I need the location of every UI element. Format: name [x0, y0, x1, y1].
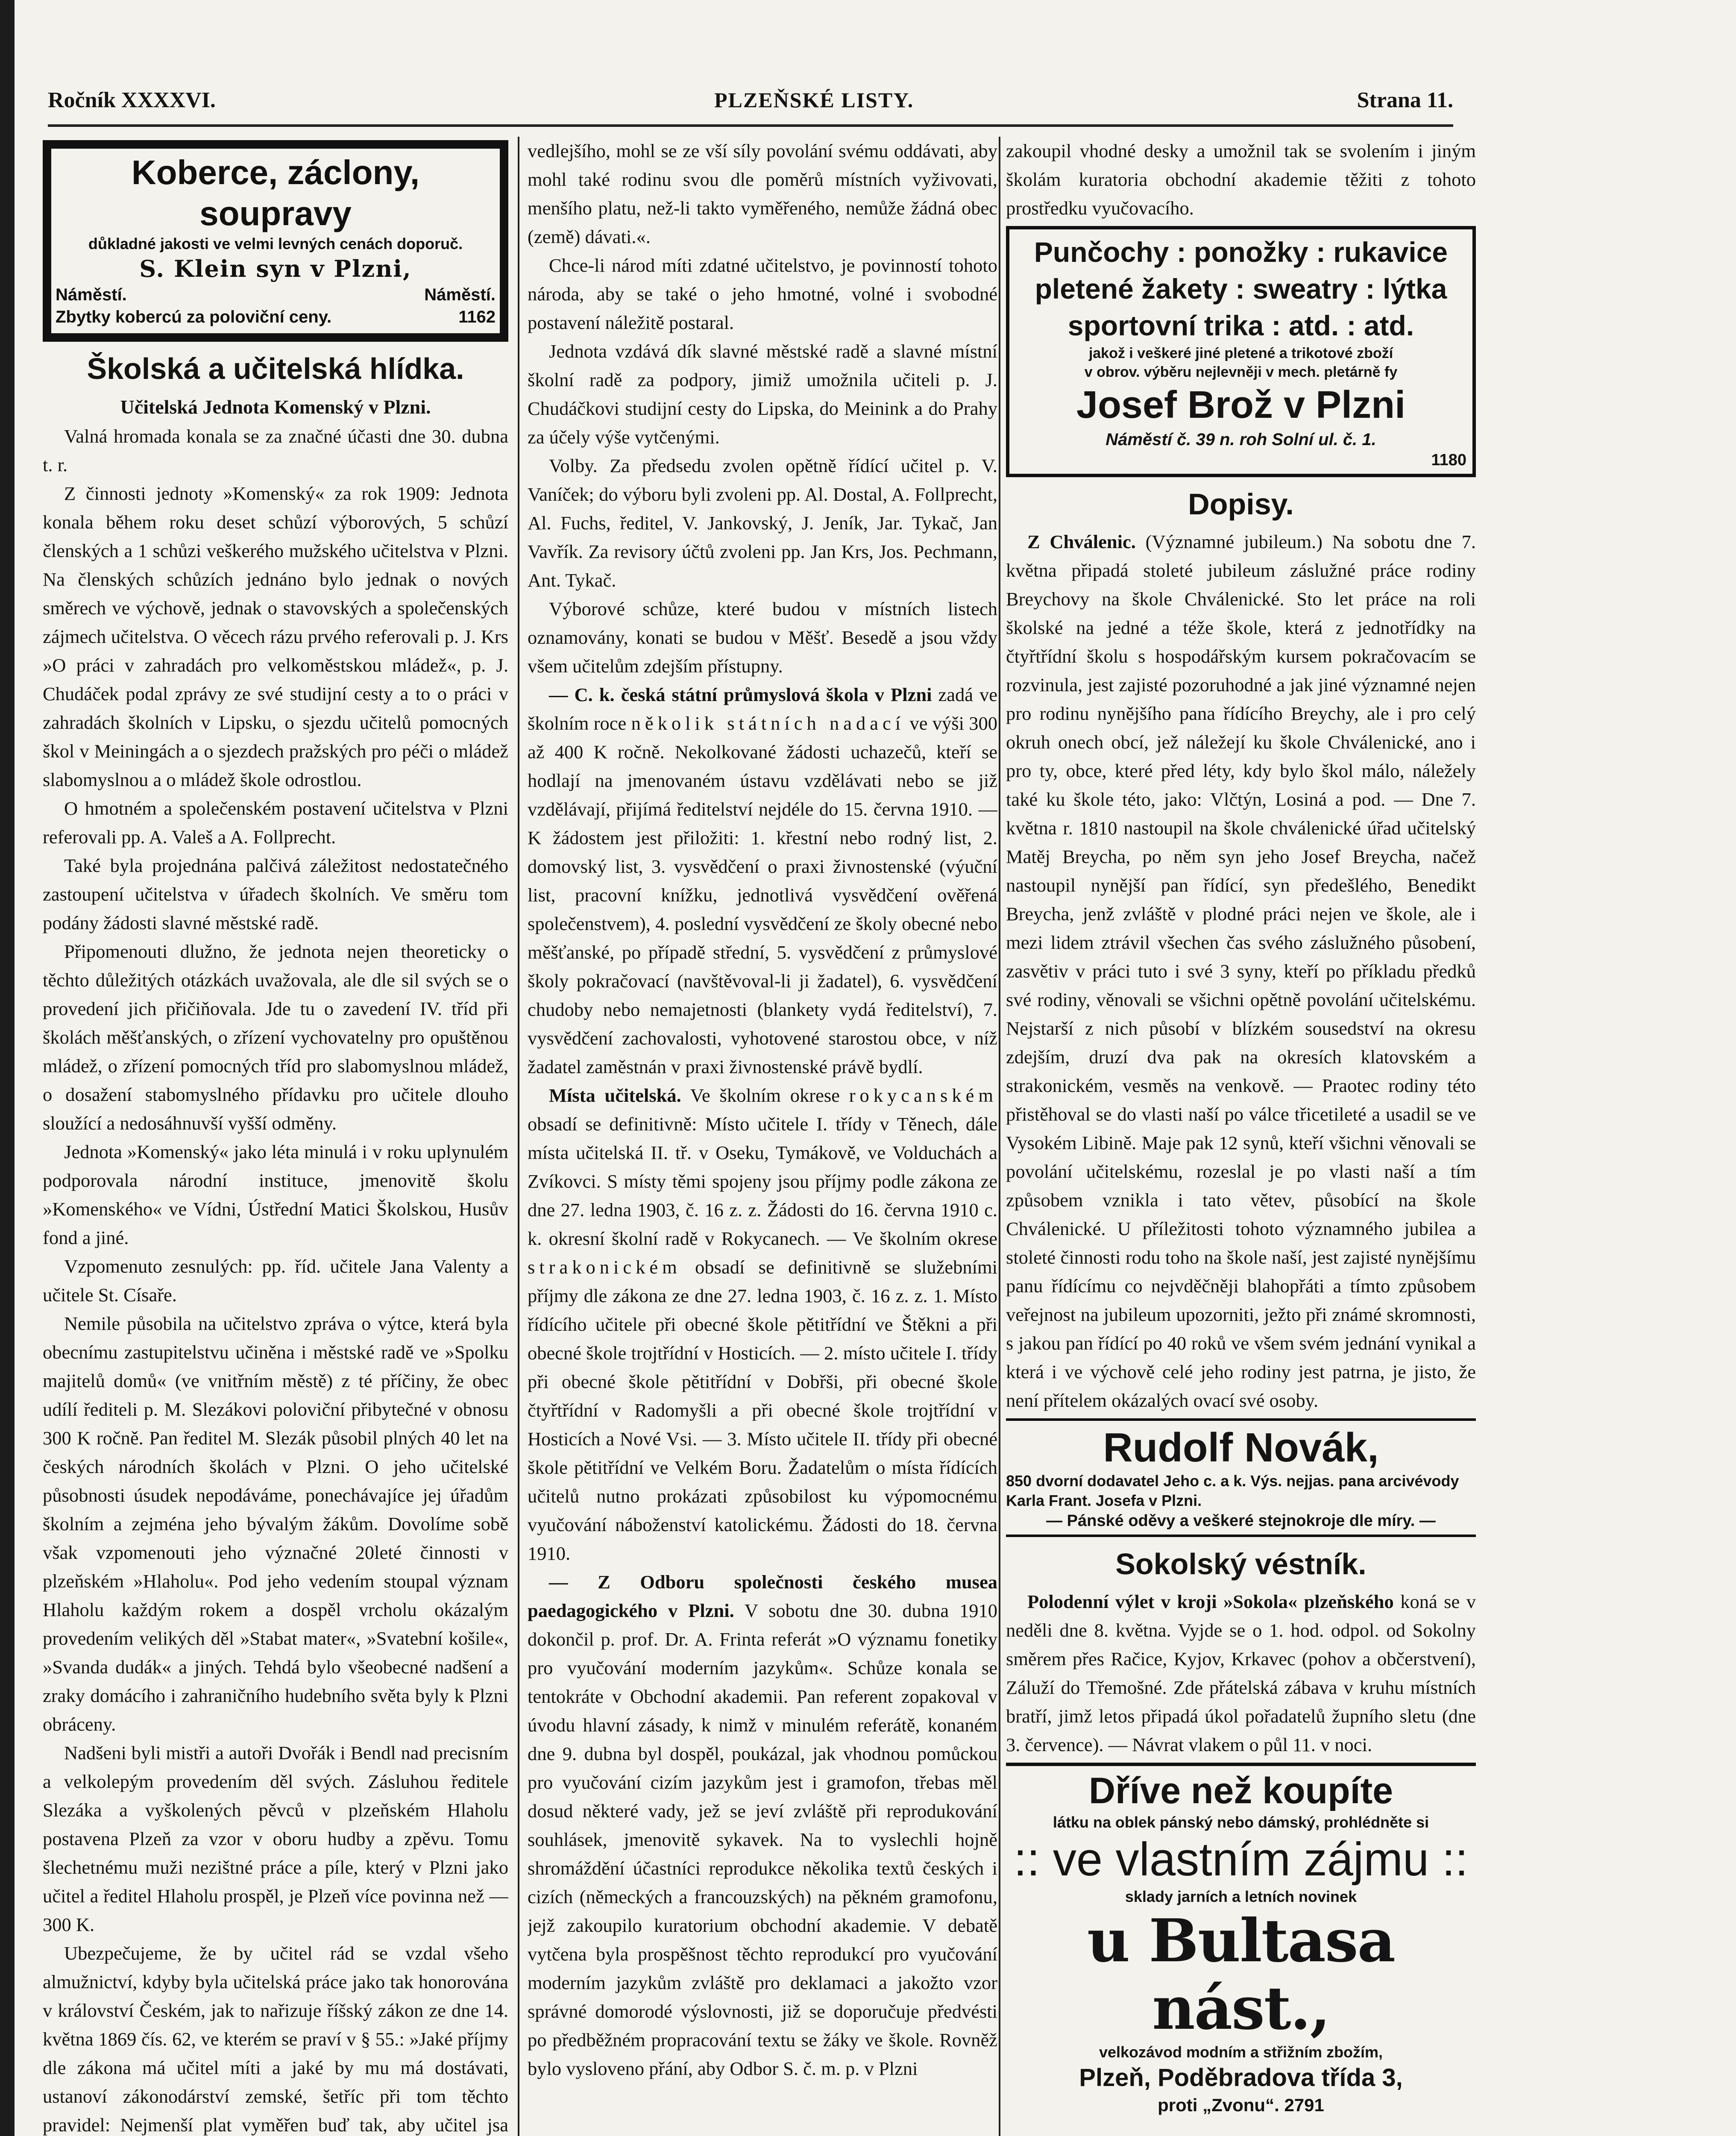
- advert-slogan: :: ve vlastním zájmu ::: [1014, 1833, 1468, 1886]
- column-rule: [518, 137, 519, 2136]
- advert-koberce: [43, 140, 508, 342]
- advert-text: proti „Zvonu“.: [1158, 2095, 1279, 2115]
- article-lead: Místa učitelská.: [549, 1085, 681, 1106]
- advert-line: velkozávod modním a střižním zbožím,: [1099, 2043, 1383, 2061]
- article-paragraph: Také byla projednána palčivá záležitost nedostatečného zastoupení učitelstva v úřadech školních. Ve směru tom podány žádosti slavné městské radě.: [43, 855, 508, 933]
- article-text: Ve školním okrese: [690, 1085, 840, 1106]
- article-text: obsadí se definitivně: Místo učitele I. třídy v Těnech, dále místa učitelská II. tř. v Oseku, Tymákově, ve Volduchách a Zvíkovci. S místy těmi spojeny jsou příjmy podle zákona ze dne 27. ledna 1903, č. 16 z. z. Žádosti do 16. června 1910 c. k. okresní školní radě v Rokycanech. — Ve školním okrese: [528, 1113, 997, 1249]
- advert-line: v obrov. výběru nejlevněji v mech. pletárně fy: [1084, 364, 1398, 380]
- article-spaced: strakonickém: [528, 1256, 681, 1278]
- page-edge: [0, 0, 15, 2136]
- advert-bultas: [1006, 1763, 1476, 2121]
- article-odbor: [528, 1568, 997, 2083]
- article-paragraph: Ubezpečujeme, že by učitel rád se vzdal všeho almužnictví, kdyby byla učitelská práce jako tak honorována v království Českém, jak to nařizuje říšský zákon ze dne 14. května 1869 čís. 62, ve kterém se praví v § 55.: »Jaké příjmy dle zákona má učitel míti a jaké by mu má dostávati, ustanoví zákonodárství zemské, šetříc při tom těchto pravidel: Nejmenší plat vyměřen buď tak, aby učitel jsa: [43, 1942, 508, 2136]
- advert-line: sklady jarních a letních novinek: [1125, 1888, 1357, 1905]
- article-text: (Významné jubileum.) Na sobotu dne 7. května připadá stoleté jubileum záslužné práce rodiny Breychovy na škole Chválenické. Sto let práce na roli školské na jedné a téže škole, která z jednotřídky na čtyřtřídní školu s hospodářským kursem pokračovacím se rozvinula, jest zajisté pozoruhodné a jak jiné významné nejen pro rodinu nynějšího pana řídícího Breychy, ale i pro celý okruh onech obcí, jež náležejí ku škole Chválenické, ano i pro ty, obce, které před léty, kdy bylo škol málo, náležely také ku škole této, jako: Vlčtýn, Losiná a pod. — Dne 7. května r. 1810 nastoupil na škole chválenické úřad učitelský Matěj Breycha, po něm syn jeho Josef Breycha, načež nastoupil nynější pan řídící, syn předešlého, Benedikt Breycha, jenž zvláště v plodné práci nejen ve škole, ale i mezi lidem ztrávil všechen čas svého záslužného působení, zasvětiv v práci tuto i své 3 syny, kteří po příkladu předků své rodiny, věnovali se všichni opětně povolání učitelskému. Nejstarší z nich působí v blízkém sousedství na okresu zdejším, druzí dva pak na okresích klatovském a strakonickém, vesměs na venkově. — Praotec rodiny této přistěhoval se do vlasti naší po válce třicetileté a usadil se ve Vysokém Libině. Maje pak 12 synů, kteří všichni věnovali se povolání učitelskému, rozeslal je po vlasti naší a tím způsobem vznikla i tato větev, působící na škole Chválenické. U příležitosti tohoto významného jubilea a stoleté činnosti rodu toho na škole naší, jest zajisté nynějšímu panu řídícímu co nejvděčněji blahopřáti a tímto způsobem veřejnost na jubileum upozorniti, ježto při známé skromnosti, s jakou pan řídící po 40 roků ve všem svém jednání vynikal a která i ve výchově celé jeho rodiny jest patrna, je jisto, že není přítelem okázalých ovací své osoby.: [1006, 531, 1476, 1411]
- article-lead: Polodenní výlet v kroji »Sokola« plzeňského: [1027, 1591, 1394, 1612]
- advert-address: Plzeň, Poděbradova třída 3,: [1079, 2064, 1403, 2092]
- advert-number: 2791: [1284, 2095, 1324, 2115]
- advert-line: jakož i veškeré jiné pletené a trikotové zboží: [1088, 345, 1393, 361]
- advert-firm: Josef Brož v Plzni: [1076, 384, 1406, 426]
- advert-line: Punčochy : ponožky : rukavice: [1034, 236, 1448, 268]
- article-spaced: několik státních nadací: [631, 713, 905, 734]
- newspaper-title: PLZEŇSKÉ LISTY.: [714, 88, 914, 112]
- article-paragraph: Jednota »Komenský« jako léta minulá i v roku uplynulém podporovala národní instituce, jmenovitě školu »Komenského« ve Vídni, Ústřední Matici Školskou, Husův fond a jiné.: [43, 1141, 508, 1248]
- advert-left: Náměstí.: [56, 285, 127, 304]
- advert-title: Koberce, záclony, soupravy: [131, 153, 420, 232]
- page-number: Strana 11.: [1357, 88, 1453, 112]
- advert-number: 1162: [458, 308, 496, 326]
- advert-novak: [1006, 1418, 1476, 1537]
- article-text: ve výši 300 až 400 K ročně. Nekolkované žádosti uchazečů, kteří se hodlají na jmenovaném ústavu vzdělávati nebo se již vzdělávají, přijímá ředitelství nejdéle do 15. června 1910. — K žádostem jest přiložiti: 1. křestní nebo rodný list, 2. domovský list, 3. vysvědčení o praxi živnostenské (výuční list, pracovní knížku, jednotlivá vysvědčení ověřená společenstvem), 4. poslední vysvědčení ze školy obecné nebo měšťanské, po případě střední, 5. vysvědčení z průmyslové školy pokračovací (navštěvoval-li ji žadatel), 6. vysvědčení chudoby nebo nemajetnosti (blankety vydá ředitelství), 7. vysvědčení zachovalosti, vyhotovené starostou obce, v níž žadatel zaměstnán v praxi živnostenské právě bydlí.: [528, 713, 997, 1077]
- advert-line: důkladné jakosti ve velmi levných cenách doporuč.: [88, 235, 463, 252]
- advert-number: 1180: [1431, 451, 1466, 469]
- column-rule: [999, 137, 1000, 2136]
- article-spaced: rokycanském: [849, 1085, 997, 1106]
- advert-broz: [1006, 226, 1476, 477]
- advert-address: Náměstí č. 39 n. roh Solní ul. č. 1.: [1106, 430, 1376, 449]
- article-mista: [528, 1081, 997, 1568]
- advert-number: 850: [1006, 1472, 1032, 1490]
- article-paragraph: O hmotném a společenském postavení učitelstva v Plzni referovali pp. A. Valeš a A. Follprecht.: [43, 798, 508, 848]
- advert-headline: Dříve než koupíte: [1088, 1770, 1393, 1811]
- article-paragraph: Z činnosti jednoty »Komenský« za rok 1909: Jednota konala během roku deset schůzí výborových, 5 schůzí členských a 1 schůzi veškerého mužského učitelstva v Plzni. Na členských schůzích jednáno bylo jednak o nových směrech ve výchově, jednak o stavovských a společenských zájmech učitelstva. O věcech rázu prvého referovali p. J. Krs »O práci v zahradách pro velkoměstskou mládež«, p. J. Chudáček podal zprávy ze své studijní cesty a to o práci v zahradách školních v Lipsku, o sjezdu učitelů pomocných škol v Meiningách a o sjezdech pražských pro péči o mládež slabomyslnou a o mládež škole odrostlou.: [43, 483, 508, 790]
- article-sokol: [1006, 1587, 1476, 1759]
- article-paragraph: Jednota vzdává dík slavné městské radě a slavné místní školní radě za podpory, jimiž umožnila učiteli p. J. Chudáčkovi studijní cesty do Lipska, do Meinink a do Prahy za účely výše vytčenými.: [528, 340, 997, 448]
- article-lead: Z Chválenic.: [1027, 531, 1136, 552]
- article-text: zadá ve školním roce: [528, 684, 997, 734]
- article-paragraph: Nemile působila na učitelstvo zpráva o výtce, která byla obecnímu zastupitelstvu učiněna i městské radě ve »Spolku majitelů domů« (ve vnitřním městě) z té příčiny, že obec udílí řediteli p. M. Slezákovi poloviční přibytečné v obnosu 300 K ročně. Pan ředitel M. Slezák působil plných 40 let na českých národních školách v Plzni. O jeho učitelské působnosti úsudek nepodáváme, ponechávajíce jej úřadům školním a zejména jeho bývalým žákům. Dovolíme sobě však vzpomenouti jeho význačné 20leté činnosti v plzeňském »Hlaholu«. Pod jeho vedením stoupal význam Hlaholu každým rokem a dospěl vrcholu okázalým provedením velikých děl »Stabat mater«, »Svatební košile«, »Svanda dudák« a jiných. Tehdá bylo všeobecné nadšení a zraky domácího i zahraničního hudebního světa byly k Plzni obráceny.: [43, 1313, 508, 1735]
- article-text: koná se v neděli dne 8. května. Vyjde se o 1. hod. odpol. od Sokolny směrem přes Račice, Kyjov, Krkavec (pohov a občerstvení), Záluží do Třemošné. Zde přátelská zábava v kruhu místních bratří, jimž letos připadá úkol pořadatelů župního sletu (dne 3. července). — Návrat vlakem o půl 11. v noci.: [1006, 1591, 1476, 1755]
- article-paragraph: Volby. Za předsedu zvolen opětně řídící učitel p. V. Vaníček; do výboru byli zvoleni pp. Al. Dostal, A. Follprecht, Al. Fuchs, ředitel, V. Jankovský, J. Jeník, Jar. Tykač, Jan Vavřík. Za revisory účtů zvoleni pp. Jan Krs, Jos. Pechmann, Ant. Tykač.: [528, 455, 997, 591]
- advert-firm: S. Klein syn v Plzni,: [139, 255, 412, 282]
- article-text: obsadí se definitivně se služebními příjmy dle zákona ze dne 27. ledna 1903, č. 16 z. z. 1. Místo řídícího učitele při obecné škole pětitřídní ve Štěkni a při obecné škole trojtřídní v Hosticích. — 2. místo učitele I. třídy při obecné škole pětitřídní v Dobřši, při obecné škole čtyřtřídní v Radomyšli a při obecné škole trojtřídní v Hosticích a Nové Vsi. — 3. Místo učitele II. třídy při obecné škole pětitřídní ve Velkém Boru. Žadatelům o místa řídících učitelů nutno prokázati způsobilost ku výpomocnému vyučování náboženství katolickému. Žádosti do 18. června 1910.: [528, 1256, 997, 1564]
- advert-line: Zbytky kobercú za poloviční ceny.: [56, 308, 332, 326]
- advert-line: pletené žakety : sweatry : lýtka: [1035, 273, 1447, 305]
- advert-firm: u Bultasa nást.,: [1087, 1906, 1395, 2043]
- article-text: V sobotu dne 30. dubna 1910 dokončil p. prof. Dr. A. Frinta referát »O významu fonetiky pro vyučování moderním jazykům«. Schůze konala se tentokráte v Obchodní akademii. Pan referent zopakoval v úvodu hlavní zásady, k nimž v minulém referátě, konaném dne 9. dubna byl dospěl, poukázal, jak vhodnou pomůckou pro vyučování cizím jazykům jest i gramofon, třebas měl dosud některé vady, jež se jeví zvláště při reprodukování souhlásek, jmenovitě sykavek. Na to vyslechli hojně shromáždění účastníci reprodukce několika textů českých i cizích (německých a francouzských) na pěkném gramofonu, jejž zakoupilo kuratorium obchodní akademie. V debatě vytčena byla prospěšnost těchto reprodukcí pro vyučování moderním jazykům zvláště pro deklamaci a jakožto vzor správné domorodé výslovnosti, již se doporučuje předvésti po předběžném propracování textu se žáky ve škole. Rovněž bylo vysloveno přání, aby Odbor S. č. m. p. v Plzni: [528, 1600, 997, 2079]
- article-paragraph: Připomenouti dlužno, že jednota nejen theoreticky o těchto důležitých otázkách uvažovala, ale dle sil svých se o provedení jich přičiňovala. Jde tu o zavedení IV. tříd při školách měšťanských, o zřízení vychovatelny pro opuštěnou mládež, o zřízení pomocných tříd pro slabomyslnou mládež, o dosažení stabomyslného přídavku pro učitele dlouho sloužící a nedosáhnuvší vyšší odměny.: [43, 941, 508, 1134]
- column-1: [43, 137, 508, 2136]
- volume-label: Ročník XXXXVI.: [48, 88, 216, 112]
- article-paragraph: Výborové schůze, které budou v místních listech oznamovány, konati se budou v Měšť. Besedě a jsou vždy všem učitelům zdejším přístupny.: [528, 598, 997, 677]
- advert-text: dvorní dodavatel Jeho c. a k. Výs. nejjas. pana arcivévody Karla Frant. Josefa v Plzni.: [1006, 1472, 1459, 1509]
- column-3: [1006, 137, 1476, 2136]
- article-paragraph: Vzpomenuto zesnulých: pp. říd. učitele Jana Valenty a učitele St. Císaře.: [43, 1256, 508, 1306]
- section-title: Sokolský véstník.: [1115, 1547, 1367, 1581]
- advert-address: [1006, 2093, 1476, 2117]
- advert-row: [56, 284, 496, 306]
- advert-line: [1006, 1471, 1476, 1511]
- article-paragraph: Nadšeni byli mistři a autoři Dvořák i Bendl nad precisním a velkolepým provedením děl svých. Zásluhou ředitele Slezáka a vyškolených pěvců v plzeňském Hlaholu postavena Plzeň za vzor v oboru hudby a zpěvu. Tomu šlechetnému muži nezištné práce a píle, který v Plzni jako učitel a ředitel Hlaholu prospěl, je Plzeň více povinna než — 300 K.: [43, 1742, 508, 1935]
- advert-line: látku na oblek pánský nebo dámský, prohlédněte si: [1053, 1813, 1429, 1831]
- advert-row: [56, 306, 496, 328]
- article-dopis: [1006, 528, 1476, 1415]
- article-paragraph: Valná hromada konala se za značné účasti dne 30. dubna t. r.: [43, 425, 508, 475]
- article-title: Učitelská Jednota Komenský v Plzni.: [120, 396, 431, 418]
- section-title: Školská a učitelská hlídka.: [87, 352, 464, 385]
- article-paragraph: zakoupil vhodné desky a umožnil tak se svolením i jiným školám kuratoria obchodní akademie těžiti z tohoto prostředku vyučovacího.: [1006, 140, 1476, 219]
- article-lead: — Z Odboru společnosti českého musea paedagogického v Plzni.: [528, 1571, 997, 1621]
- advert-firm: Rudolf Novák,: [1103, 1425, 1379, 1470]
- section-title: Dopisy.: [1188, 487, 1294, 521]
- article-paragraph: Chce-li národ míti zdatné učitelstvo, je povinností tohoto národa, aby se také o jeho hmotné, volné i svobodné postavení náležitě postaral.: [528, 255, 997, 333]
- article-prumyslova: [528, 681, 997, 1081]
- column-2: [528, 137, 997, 2136]
- advert-line: sportovní trika : atd. : atd.: [1067, 310, 1414, 341]
- article-paragraph: vedlejšího, mohl se ze vší síly povolání svému oddávati, aby mohl také rodinu svou dle poměrů místních vyživovati, menšího platu, než-li takto vyměřeného, nemůže žádná obec (země) dávati.«.: [528, 140, 997, 247]
- advert-right: Náměstí.: [424, 285, 496, 304]
- page-header: [48, 88, 1453, 127]
- article-lead: — C. k. česká státní průmyslová škola v Plzni: [549, 684, 932, 705]
- advert-line: — Pánské oděvy a veškeré stejnokroje dle míry. —: [1046, 1512, 1436, 1530]
